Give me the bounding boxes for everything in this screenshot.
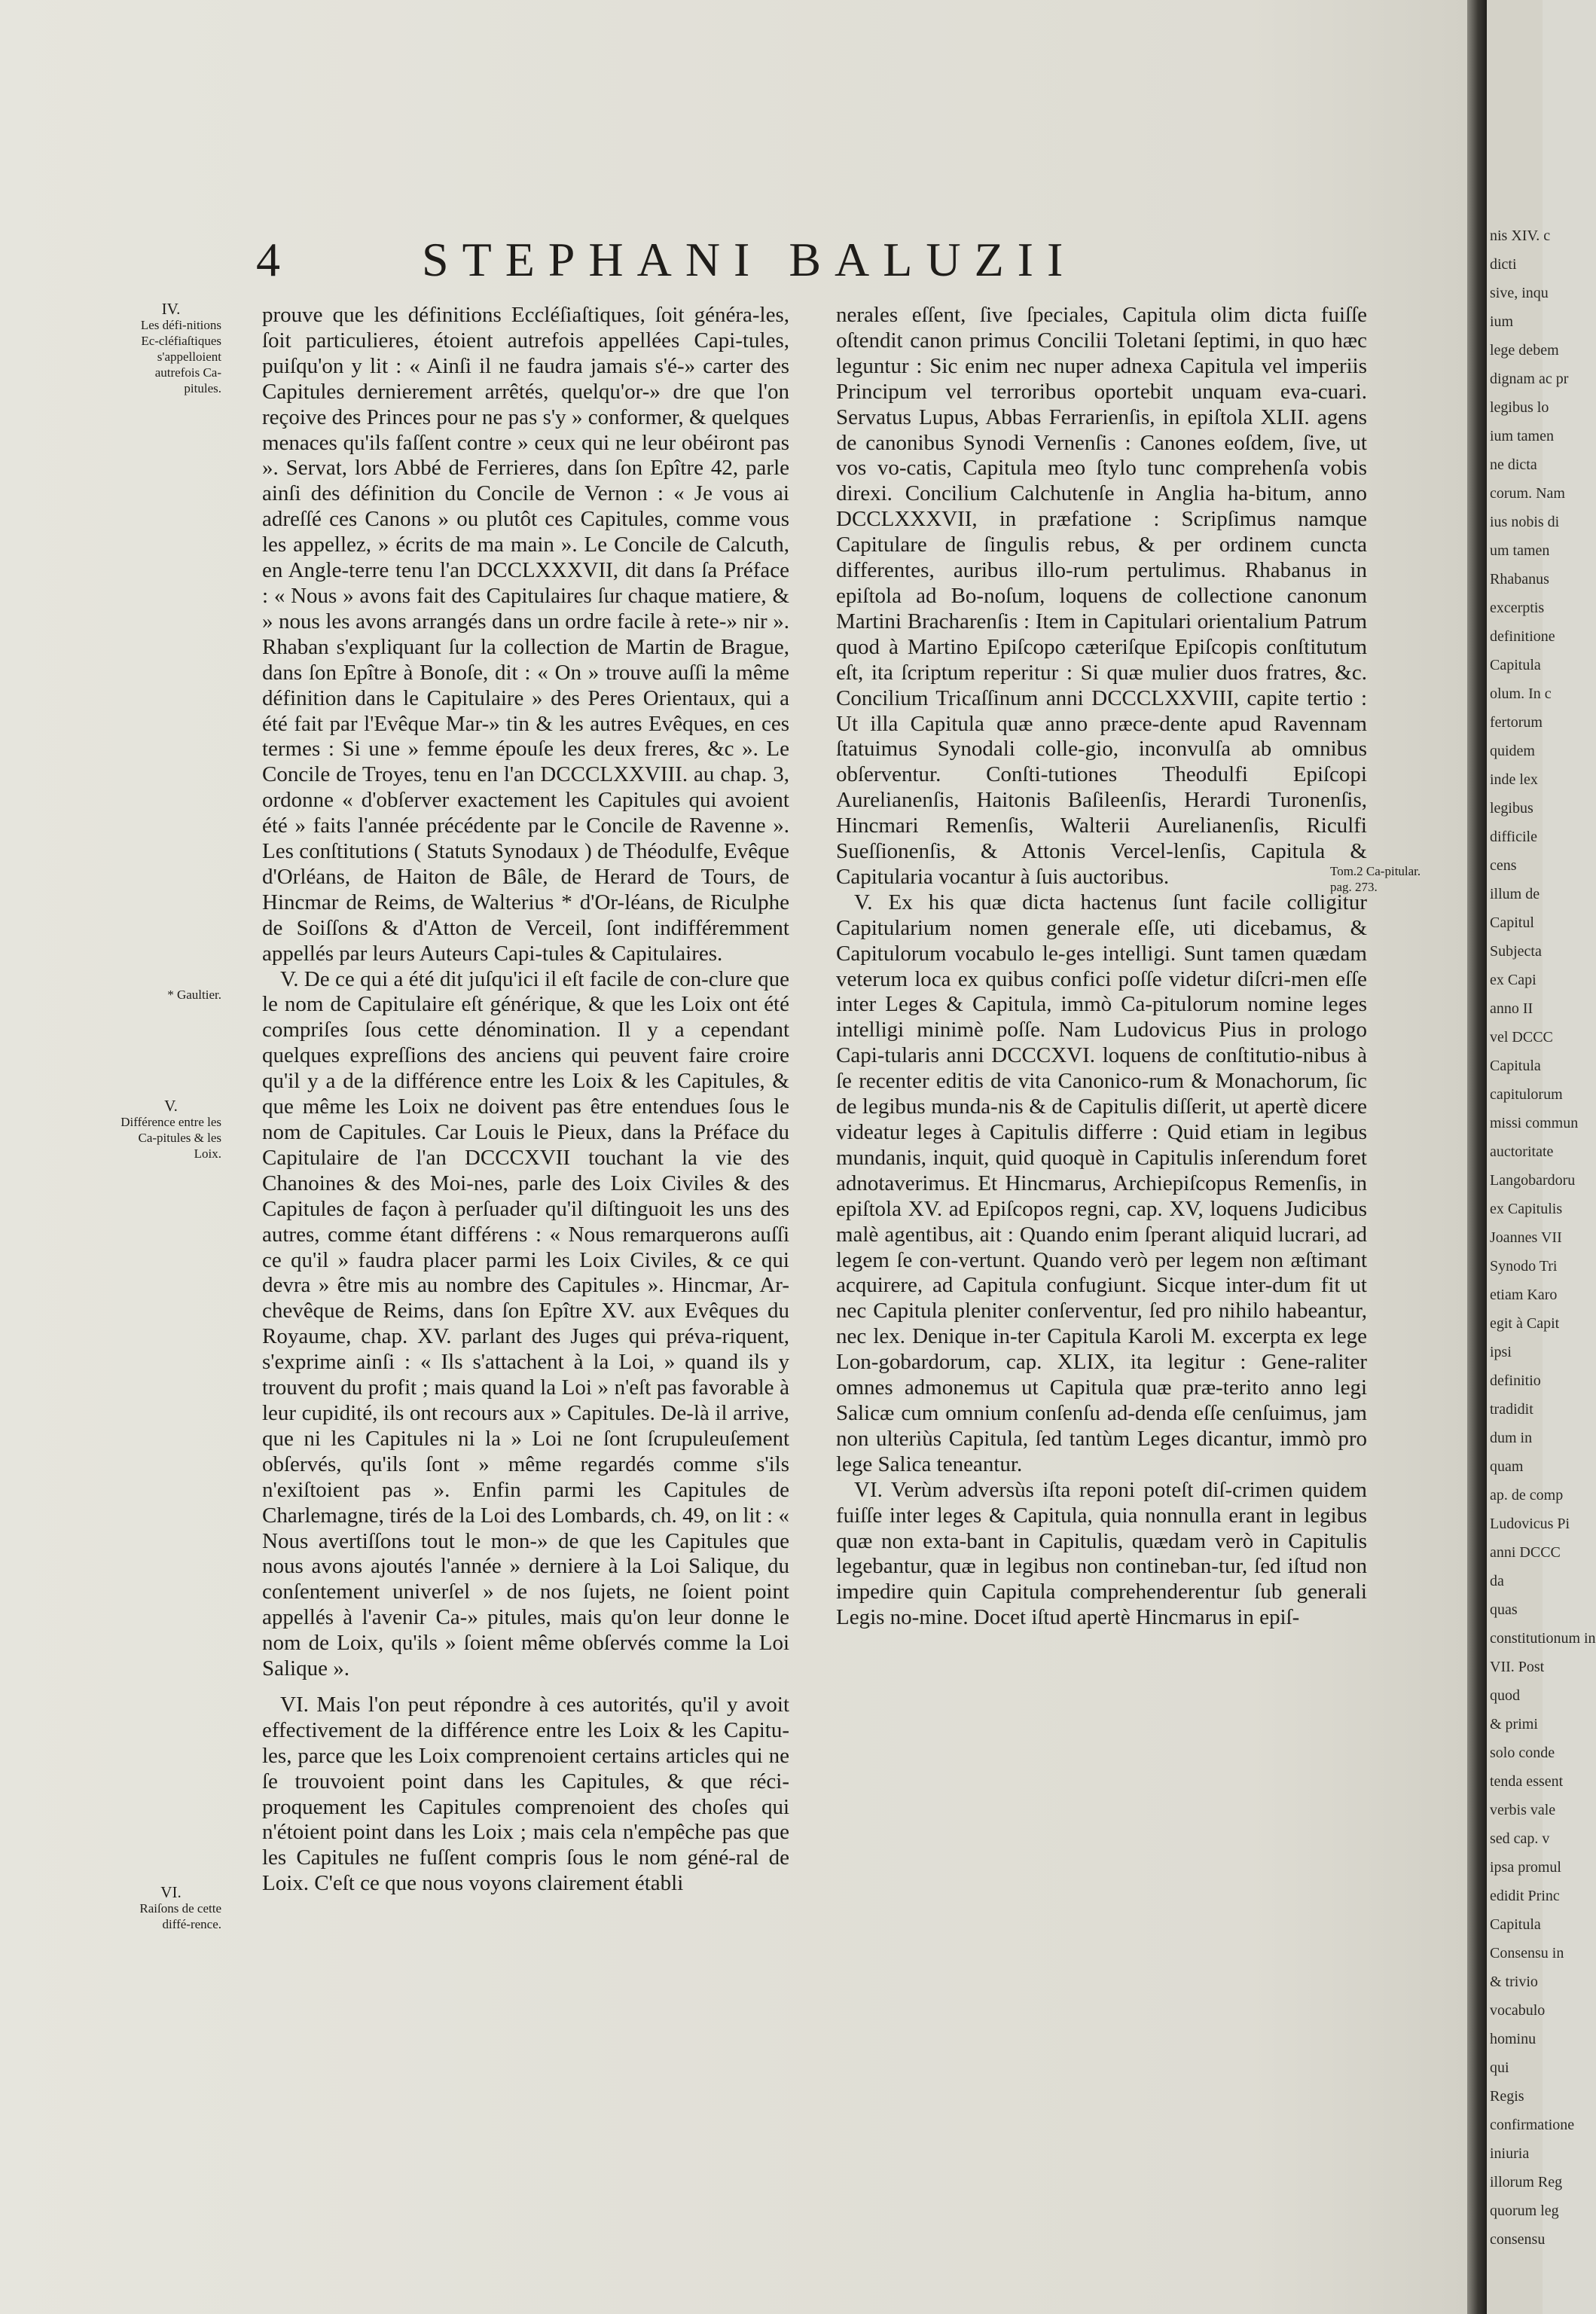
book-gutter	[1467, 0, 1487, 2314]
margin-note-v-number: V.	[164, 1097, 178, 1115]
facing-page-fragment: Consensu in	[1490, 1945, 1564, 1961]
facing-page-fragment: capitulorum	[1490, 1086, 1563, 1103]
facing-page-fragment: cens	[1490, 857, 1517, 874]
facing-page-fragment: iniuria	[1490, 2145, 1530, 2162]
facing-page-fragment: olum. In c	[1490, 685, 1552, 702]
facing-page-fragment: Subjecta	[1490, 943, 1542, 960]
margin-note-vi	[121, 1885, 221, 1932]
facing-page-fragment: definitione	[1490, 628, 1555, 645]
facing-page-fragment: fertorum	[1490, 714, 1543, 731]
facing-page-fragment: missi commun	[1490, 1115, 1579, 1131]
margin-note-gautier-text: * Gaultier.	[167, 988, 221, 1002]
facing-page-fragment: edidit Princ	[1490, 1888, 1560, 1904]
facing-page-fragment: legibus lo	[1490, 399, 1549, 416]
french-paragraph-vi: VI. Mais l'on peut répondre à ces autorités, qu'il y avoit effectivement de la différence entre les Loix & les Capitu-les, parce que les Loix comprenoient certains articles qui ne ſe trouvoient point dans les Capitules, & que réci-proquement les Capitules comprenoient des choſes qui n'étoient point dans les Loix ; mais cela n'empêche pas que les Capitules ne fuſſent compris ſous le nom géné-ral de Loix. C'eſt ce que nous voyons clairement établi	[262, 1692, 789, 1896]
facing-page-fragment: da	[1490, 1573, 1504, 1589]
latin-column	[836, 303, 1367, 1631]
facing-page-fragment: Capitula	[1490, 657, 1541, 673]
facing-page-fragment: hominu	[1490, 2031, 1536, 2047]
facing-page-fragment: auctoritate	[1490, 1143, 1554, 1160]
french-paragraph-iv: prouve que les définitions Eccléſiaſtiques, ſoit généra-les, ſoit particulieres, étoient autrefois appellées Capi-tules, puiſqu'on y lit : « Ainſi il ne faudra jamais s'é-» carter des Capitules dernierement arrêtés, quelqu'or-» dre que l'on reçoive des Princes pour ne pas s'y » conformer, & quelques menaces qu'ils faſſent contre » ceux qui ne leur obéiront pas ». Servat, lors Abbé de Ferrieres, dans ſon Epître 42, parle ainſi des définition du Concile de Vernon : « Je vous ai adreſſé ces Canons » ou plutôt ces Capitules, comme vous les appellez, » écrits de ma main ». Le Concile de Calcuth, en Angle-terre tenu l'an DCCLXXXVII, dit dans ſa Préface : « Nous » avons fait des Capitulaires ſur chaque matiere, & » nous les avons arrangés dans un ordre facile à rete-» nir ». Rhaban s'expliquant ſur la collection de Martin de Brague, dans ſon Epître à Bonoſe, dit : « On » trouve auſſi la même définition dans le Capitulaire » des Peres Orientaux, qui a été fait par l'Evêque Mar-» tin & les autres Evêques, en ces termes : Si une » femme épouſe les deux freres, &c ». Le Concile de Troyes, tenu en l'an DCCCLXXVIII. au chap. 3, ordonne « d'obſerver exactement les Capitules qui avoient été » faits l'année précédente par le Concile de Ravenne ». Les conſtitutions ( Statuts Synodaux ) de Théodulfe, Evêque d'Orléans, de Haiton de Bâle, de Herard de Tours, de Hincmar de Reims, de Walterius * d'Or-léans, de Riculphe de Soiſſons & d'Atton de Verceil, ſont indifféremment appellés par leurs Auteurs Capi-tules & Capitulaires.	[262, 303, 789, 966]
facing-page-fragment: Regis	[1490, 2088, 1524, 2105]
facing-page-fragment: ex Capitulis	[1490, 1201, 1563, 1217]
facing-page-fragment: sive, inqu	[1490, 285, 1549, 301]
facing-page-fragment: Rhabanus	[1490, 571, 1549, 588]
facing-page-fragment: Joannes VII	[1490, 1229, 1562, 1246]
running-head: STEPHANI BALUZII	[422, 233, 1077, 286]
facing-page-fragment: solo conde	[1490, 1745, 1555, 1761]
facing-page-fragment: Capitul	[1490, 914, 1534, 931]
facing-page-edge	[1487, 0, 1596, 2314]
facing-page-fragment: ium	[1490, 313, 1514, 330]
facing-page-fragment: sed cap. v	[1490, 1830, 1550, 1847]
facing-page-fragment: & trivio	[1490, 1974, 1538, 1990]
facing-page-fragment: quod	[1490, 1687, 1520, 1704]
facing-page-fragment: vel DCCC	[1490, 1029, 1553, 1046]
facing-page-fragment: Langobardoru	[1490, 1172, 1576, 1189]
facing-page-fragment: Synodo Tri	[1490, 1258, 1558, 1275]
facing-page-fragment: quidem	[1490, 743, 1535, 759]
facing-page-fragment: ipsi	[1490, 1344, 1512, 1360]
facing-page-fragment: quorum leg	[1490, 2203, 1559, 2219]
facing-page-fragment: VII. Post	[1490, 1659, 1545, 1675]
facing-page-fragment: excerptis	[1490, 600, 1545, 616]
facing-page-fragment: verbis vale	[1490, 1802, 1556, 1818]
facing-page-fragment: difficile	[1490, 829, 1537, 845]
facing-page-fragment: corum. Nam	[1490, 485, 1565, 502]
facing-page-fragment: nis XIV. c	[1490, 227, 1551, 244]
facing-page-fragment: quas	[1490, 1601, 1518, 1618]
page-header	[0, 226, 1469, 294]
margin-note-vi-text: Raiſons de cette diffé-rence.	[139, 1901, 221, 1931]
facing-page-fragment: ne dicta	[1490, 456, 1537, 473]
facing-page-fragment: inde lex	[1490, 771, 1538, 788]
facing-page-fragment: confirmatione	[1490, 2117, 1575, 2133]
page-number: 4	[256, 233, 280, 286]
facing-page-fragment: consensu	[1490, 2231, 1546, 2248]
facing-page-fragment: dicti	[1490, 256, 1517, 273]
facing-page-fragment: tradidit	[1490, 1401, 1533, 1418]
facing-page-fragment: anni DCCC	[1490, 1544, 1561, 1561]
facing-page-fragment: constitutionum in	[1490, 1630, 1596, 1647]
facing-page-fragment: tenda essent	[1490, 1773, 1564, 1790]
facing-page-fragment: legibus	[1490, 800, 1533, 817]
facing-page-fragment: ex Capi	[1490, 972, 1536, 988]
facing-page-fragment: Ludovicus Pi	[1490, 1516, 1570, 1532]
french-paragraph-v: V. De ce qui a été dit juſqu'ici il eſt facile de con-clure que le nom de Capitulaire eſt générique, & que les Loix ont été compriſes ſous cette dénomination. Il y a cependant quelques expreſſions des anciens qui peuvent faire croire qu'il y a de la différence entre les Loix & les Capitules, & que même les Loix ne doivent pas être entendues ſous le nom de Capitules. Car Louis le Pieux, dans la Préface du Capitulaire de l'an DCCCXVII touchant la vie des Chanoines & des Moi-nes, parle des Loix Civiles & des Capitules de façon à perſuader qu'il diſtinguoit les uns des autres, comme étant différens : « Nous remarquerons auſſi ce qu'il » faudra placer parmi les Loix Civiles, & ce qui devra » être mis au nombre des Capitules ». Hincmar, Ar-chevêque de Reims, dans ſon Epître XV. aux Evêques du Royaume, chap. XV. parlant des Juges qui préva-riquent, s'exprime ainſi : « Ils s'attachent à la Loi, » quand ils y trouvent du profit ; mais quand la Loi » n'eſt pas favorable à leur cupidité, ils ont recours aux » Capitules. De-là il arrive, que ni les Capitules ni la » Loi ne ſont ſcrupuleuſement obſervés, qu'ils ſont » même regardés comme s'ils n'exiſtoient pas ». Enfin parmi les Capitules de Charlemagne, tirés de la Loi des Lombards, ch. 49, on lit : « Nous avertiſſons tout le mon-» de que les Capitules que nous avons ajoutés l'année » derniere à la Loi Salique, du conſentement univerſel » de nos ſujets, ne ſoient point appellés à l'avenir Ca-» pitules, mais qu'on leur donne le nom de Loix, qu'ils » ſoient même obſervés comme la Loi Salique ».	[262, 966, 789, 1681]
facing-page-fragment: ap. de comp	[1490, 1487, 1564, 1503]
facing-page-fragment: lege debem	[1490, 342, 1559, 359]
facing-page-fragment: etiam Karo	[1490, 1287, 1558, 1303]
facing-page-fragment: illorum Reg	[1490, 2174, 1563, 2190]
margin-note-iv	[121, 301, 221, 396]
margin-note-iv-number: IV.	[161, 300, 181, 318]
facing-page-fragment: quam	[1490, 1458, 1524, 1475]
facing-page-fragment: Capitula	[1490, 1916, 1541, 1933]
facing-page-fragment: um tamen	[1490, 542, 1550, 559]
margin-note-iv-text: Les défi-nitions Ec-cléfiaſtiques s'appelloient autrefois Ca-pitules.	[140, 318, 221, 395]
facing-page-fragment: vocabulo	[1490, 2002, 1546, 2019]
facing-page-fragment: ipsa promul	[1490, 1859, 1561, 1876]
facing-page-fragment: egit à Capit	[1490, 1315, 1560, 1332]
french-column	[262, 303, 789, 1897]
facing-page-fragment: ium tamen	[1490, 428, 1554, 444]
latin-paragraph-vi: VI. Verùm adversùs iſta reponi poteſt diſ-crimen quidem fuiſſe inter leges & Capitula, quia nonnulla erant in legibus quæ non exta-bant in Capitulis, quædam verò in Capitulis legebantur, quæ in legibus non contineban-tur, ſed iſtud non impedire quin Capitula comprehenderentur ſub generali Legis no-mine. Docet iſtud apertè Hincmarus in epiſ-	[836, 1477, 1367, 1630]
facing-page-fragment: dum in	[1490, 1430, 1533, 1446]
facing-page-fragment: ius nobis di	[1490, 514, 1560, 530]
facing-page-fragment: illum de	[1490, 886, 1540, 902]
margin-note-vi-number: VI.	[160, 1883, 182, 1901]
facing-page-fragment: anno II	[1490, 1000, 1533, 1017]
margin-note-tome-text: Tom.2 Ca-pitular. pag. 273.	[1330, 864, 1421, 894]
latin-paragraph-iv: nerales eſſent, ſive ſpeciales, Capitula olim dicta fuiſſe oſtendit canon primus Concilii Toletani ſeptimi, in quo hæc leguntur : Sic enim nec nuper adnexa Capitula vel imperiis Principum vel terroribus oportebit unquam eva-cuari. Servatus Lupus, Abbas Ferrarienſis, in epiſtola XLII. agens de canonibus Synodi Vernenſis : Canones eoſdem, ſive, ut vos vo-catis, Capitula meo ſtylo tunc comprehenſa vobis direxi. Concilium Calchutenſe in Anglia ha-bitum, anno DCCLXXXVII, in præfatione : Scripſimus namque Capitulare de ſingulis rebus, & per ordinem cuncta differentes, auribus illo-rum pertulimus. Rhabanus in epiſtola ad Bo-noſum, loquens de collectione canonum Martini Bracharenſis : Item in Capitulari orientalium Patrum quod à Martino Epiſcopo cæteriſque Epiſcopis conſtitutum eſt, ita ſcriptum reperitur : Si quæ mulier duos fratres, &c. Concilium Tricaſſinum anni DCCCLXXVIII, capite tertio : Ut illa Capitula quæ anno præce-dente apud Ravennam ſtatuimus Synodali colle-gio, inconvulſa ab omnibus obſerventur. Conſti-tutiones Theodulfi Epiſcopi Aurelianenſis, Haitonis Baſileenſis, Herardi Turonenſis, Hincmari Remenſis, Walterii Aurelianenſis, Riculfi Sueſſionenſis, & Attonis Vercel-lenſis, Capitula & Capitularia vocantur à ſuis auctoribus.	[836, 303, 1367, 889]
facing-page-fragment: definitio	[1490, 1372, 1541, 1389]
facing-page-fragment: & primi	[1490, 1716, 1538, 1732]
margin-note-v-text: Différence entre les Ca-pitules & les Loix.	[121, 1115, 221, 1161]
facing-page-fragment: qui	[1490, 2059, 1509, 2076]
margin-note-v	[121, 1098, 221, 1162]
facing-page-fragment: dignam ac pr	[1490, 371, 1569, 387]
facing-page-fragment: Capitula	[1490, 1058, 1541, 1074]
margin-note-gautier	[121, 987, 221, 1003]
latin-paragraph-v: V. Ex his quæ dicta hactenus ſunt facile colligitur Capitularium nomen generale eſſe, uti dicebamus, & Capitulorum vocabulo le-ges intelligi. Sunt tamen quædam veterum loca ex quibus confici poſſe videtur diſcri-men eſſe inter Leges & Capitula, immò Ca-pitulorum nomine leges intelligi minimè poſſe. Nam Ludovicus Pius in prologo Capi-tularis anni DCCCXVI. loquens de conſtitutio-nibus à ſe recenter editis de vita Canonico-rum & Monachorum, ſic de legibus munda-nis & de Capitulis diſſerit, ut apertè dicere videatur leges à Capitulis differre : Quid etiam in legibus mundanis, inquit, quid quoquè in Capitulis inſerendum foret adnotaverimus. Et Hincmarus, Archiepiſcopus Remenſis, in epiſtola XV. ad Epiſcopos regni, cap. XV, loquens Judicibus malè agentibus, ait : Quando enim ſperant aliquid lucrari, ad legem ſe con-vertunt. Quando verò per legem non æſtimant acquirere, ad Capitula confugiunt. Sicque inter-dum fit ut nec Capitula pleniter conſerventur, ſed pro nihilo habeantur, nec lex. Denique in-ter Capitula Karoli M. excerpta ex lege Lon-gobardorum, cap. XLIX, ita legitur : Gene-raliter omnes admonemus ut Capitula quæ præ-terito anno legi Salicæ cum omnium conſenſu ad-denda eſſe cenſuimus, jam non ulteriùs Capitula, ſed tantùm Leges dicantur, immò pro lege Salica teneantur.	[836, 890, 1367, 1476]
